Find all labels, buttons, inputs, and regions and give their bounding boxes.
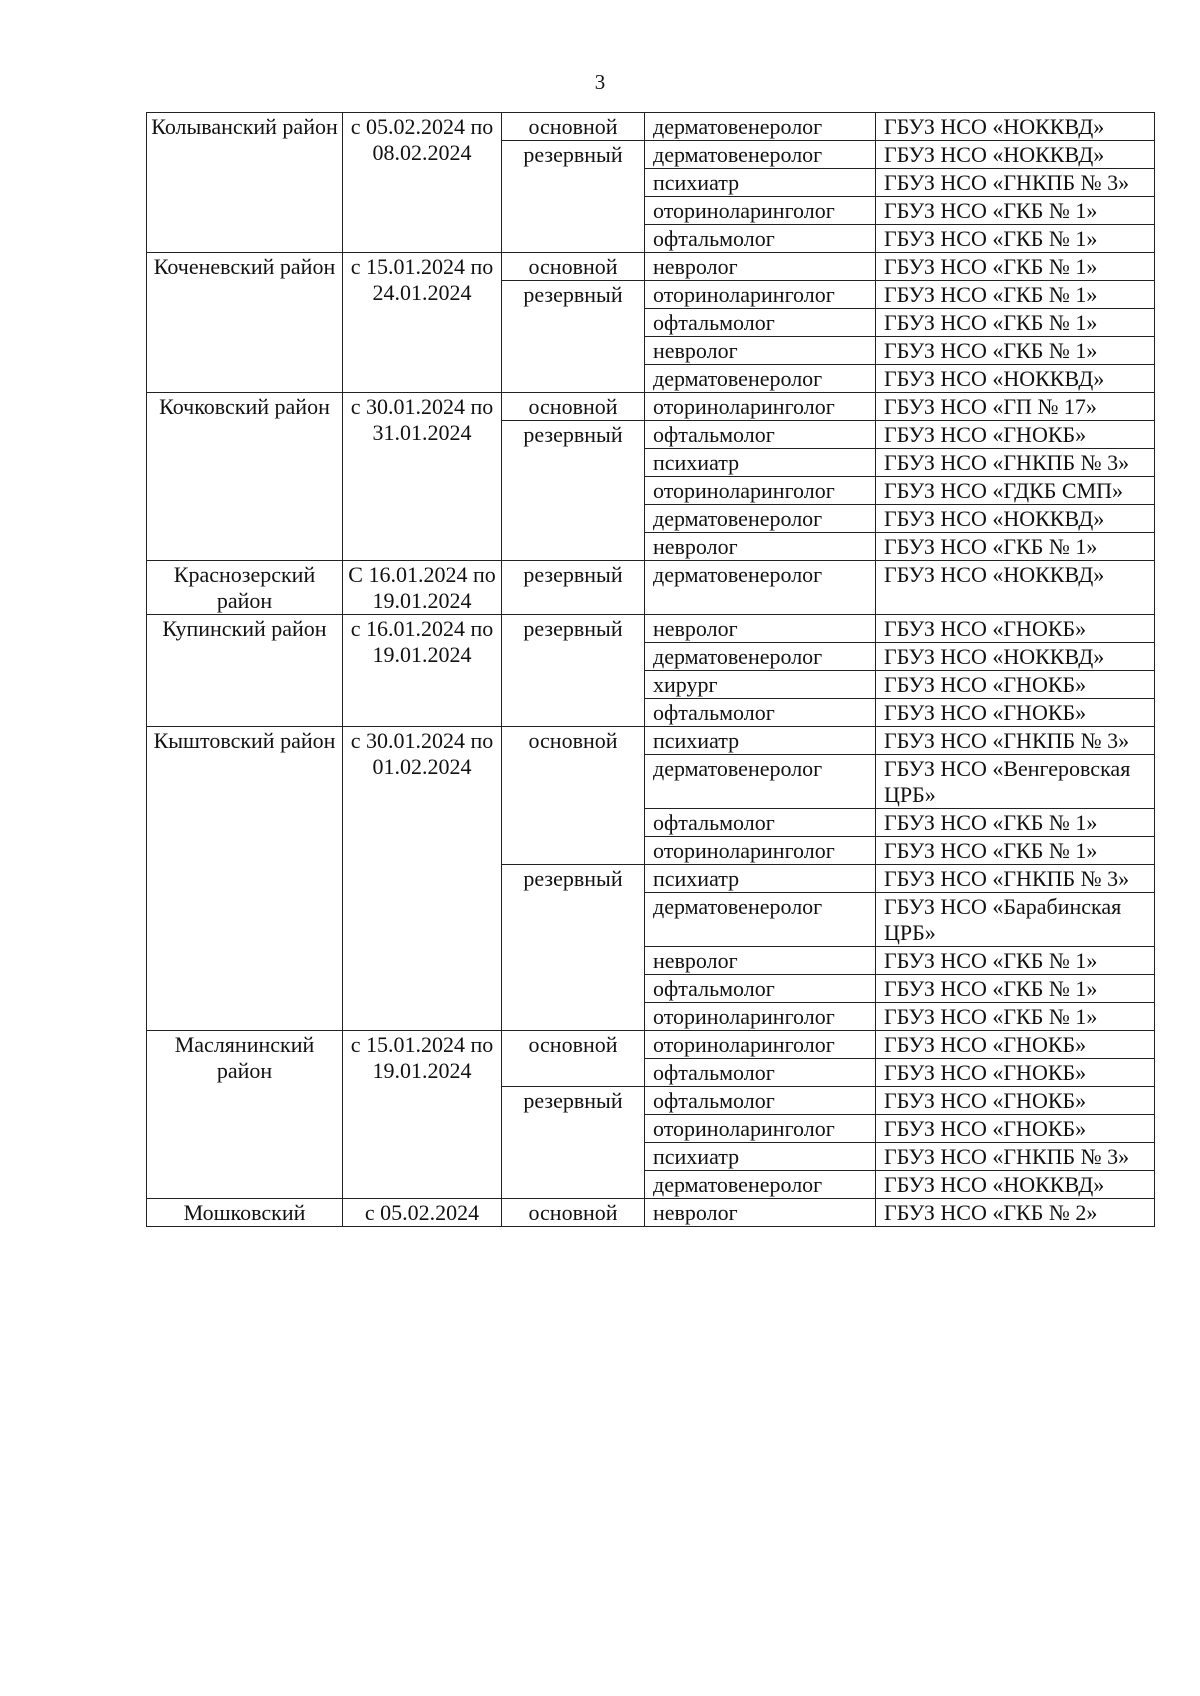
composition-type-cell: основной [502,727,645,865]
composition-type-cell: основной [502,253,645,281]
institution-cell: ГБУЗ НСО «ГКБ № 1» [876,975,1155,1003]
institution-cell: ГБУЗ НСО «ГКБ № 1» [876,253,1155,281]
specialist-cell: офтальмолог [645,809,876,837]
specialist-cell: невролог [645,1199,876,1227]
district-cell: Купинский район [147,615,343,727]
institution-cell: ГБУЗ НСО «ГКБ № 1» [876,225,1155,253]
institution-cell: ГБУЗ НСО «НОККВД» [876,643,1155,671]
period-cell: с 15.01.2024 по 24.01.2024 [343,253,502,393]
specialist-cell: оториноларинголог [645,1115,876,1143]
page-number: 3 [594,70,606,94]
composition-type-cell: основной [502,1199,645,1227]
specialist-cell: дерматовенеролог [645,755,876,809]
period-cell: с 30.01.2024 по 31.01.2024 [343,393,502,561]
composition-type-cell: основной [502,393,645,421]
table-row [147,561,1155,615]
table-row [147,1199,1155,1227]
specialist-cell: офтальмолог [645,1087,876,1115]
institution-cell: ГБУЗ НСО «ГКБ № 1» [876,947,1155,975]
institution-cell: ГБУЗ НСО «НОККВД» [876,113,1155,141]
composition-type-cell: основной [502,1031,645,1087]
institution-cell: ГБУЗ НСО «НОККВД» [876,561,1155,615]
institution-cell: ГБУЗ НСО «ГКБ № 1» [876,309,1155,337]
institution-cell: ГБУЗ НСО «ГКБ № 1» [876,197,1155,225]
specialist-cell: дерматовенеролог [645,1171,876,1199]
composition-type-cell: резервный [502,561,645,615]
period-cell: с 30.01.2024 по 01.02.2024 [343,727,502,1031]
specialist-cell: дерматовенеролог [645,561,876,615]
specialist-cell: офтальмолог [645,699,876,727]
period-cell: С 16.01.2024 по 19.01.2024 [343,561,502,615]
institution-cell: ГБУЗ НСО «ГНОКБ» [876,699,1155,727]
composition-type-cell: резервный [502,1087,645,1199]
institution-cell: ГБУЗ НСО «ГНОКБ» [876,615,1155,643]
specialist-cell: дерматовенеролог [645,505,876,533]
institution-cell: ГБУЗ НСО «ГП № 17» [876,393,1155,421]
specialist-cell: невролог [645,253,876,281]
institution-cell: ГБУЗ НСО «ГНКПБ № 3» [876,865,1155,893]
institution-cell: ГБУЗ НСО «НОККВД» [876,1171,1155,1199]
institution-cell: ГБУЗ НСО «ГНОКБ» [876,671,1155,699]
table-row [147,1031,1155,1059]
institution-cell: ГБУЗ НСО «ГНОКБ» [876,421,1155,449]
specialist-cell: офтальмолог [645,1059,876,1087]
district-cell: Коченевский район [147,253,343,393]
district-cell: Кыштовский район [147,727,343,1031]
composition-type-cell: основной [502,113,645,141]
institution-cell: ГБУЗ НСО «ГНОКБ» [876,1087,1155,1115]
composition-type-cell: резервный [502,141,645,253]
schedule-table [146,112,1155,1227]
district-cell: Краснозерский район [147,561,343,615]
period-cell: с 16.01.2024 по 19.01.2024 [343,615,502,727]
specialist-cell: оториноларинголог [645,1003,876,1031]
specialist-cell: дерматовенеролог [645,113,876,141]
period-cell: с 15.01.2024 по 19.01.2024 [343,1031,502,1199]
district-cell: Кочковский район [147,393,343,561]
institution-cell: ГБУЗ НСО «ГНКПБ № 3» [876,727,1155,755]
table-row [147,113,1155,141]
institution-cell: ГБУЗ НСО «ГДКБ СМП» [876,477,1155,505]
institution-cell: ГБУЗ НСО «НОККВД» [876,365,1155,393]
institution-cell: ГБУЗ НСО «ГНКПБ № 3» [876,169,1155,197]
specialist-cell: оториноларинголог [645,281,876,309]
specialist-cell: невролог [645,337,876,365]
specialist-cell: невролог [645,615,876,643]
table-row [147,253,1155,281]
specialist-cell: дерматовенеролог [645,365,876,393]
institution-cell: ГБУЗ НСО «ГКБ № 1» [876,1003,1155,1031]
specialist-cell: оториноларинголог [645,1031,876,1059]
composition-type-cell: резервный [502,281,645,393]
table-row [147,615,1155,643]
specialist-cell: оториноларинголог [645,837,876,865]
specialist-cell: оториноларинголог [645,393,876,421]
specialist-cell: невролог [645,533,876,561]
table-row [147,727,1155,755]
specialist-cell: оториноларинголог [645,477,876,505]
composition-type-cell: резервный [502,615,645,727]
institution-cell: ГБУЗ НСО «ГКБ № 2» [876,1199,1155,1227]
institution-cell: ГБУЗ НСО «ГНОКБ» [876,1115,1155,1143]
specialist-cell: невролог [645,947,876,975]
district-cell: Колыванский район [147,113,343,253]
institution-cell: ГБУЗ НСО «ГКБ № 1» [876,809,1155,837]
specialist-cell: оториноларинголог [645,197,876,225]
institution-cell: ГБУЗ НСО «ГНОКБ» [876,1059,1155,1087]
specialist-cell: психиатр [645,449,876,477]
institution-cell: ГБУЗ НСО «НОККВД» [876,141,1155,169]
period-cell: с 05.02.2024 [343,1199,502,1227]
specialist-cell: психиатр [645,169,876,197]
district-cell: Мошковский [147,1199,343,1227]
specialist-cell: хирург [645,671,876,699]
specialist-cell: психиатр [645,727,876,755]
specialist-cell: офтальмолог [645,225,876,253]
specialist-cell: дерматовенеролог [645,141,876,169]
period-cell: с 05.02.2024 по 08.02.2024 [343,113,502,253]
table-row [147,393,1155,421]
institution-cell: ГБУЗ НСО «Венгеровская ЦРБ» [876,755,1155,809]
specialist-cell: психиатр [645,1143,876,1171]
specialist-cell: дерматовенеролог [645,643,876,671]
institution-cell: ГБУЗ НСО «НОККВД» [876,505,1155,533]
institution-cell: ГБУЗ НСО «ГКБ № 1» [876,837,1155,865]
institution-cell: ГБУЗ НСО «ГКБ № 1» [876,337,1155,365]
composition-type-cell: резервный [502,421,645,561]
institution-cell: ГБУЗ НСО «ГНКПБ № 3» [876,1143,1155,1171]
institution-cell: ГБУЗ НСО «ГКБ № 1» [876,533,1155,561]
institution-cell: ГБУЗ НСО «ГНКПБ № 3» [876,449,1155,477]
specialist-cell: психиатр [645,865,876,893]
specialist-cell: офтальмолог [645,309,876,337]
specialist-cell: офтальмолог [645,975,876,1003]
institution-cell: ГБУЗ НСО «ГНОКБ» [876,1031,1155,1059]
composition-type-cell: резервный [502,865,645,1031]
institution-cell: ГБУЗ НСО «Барабинская ЦРБ» [876,893,1155,947]
specialist-cell: офтальмолог [645,421,876,449]
institution-cell: ГБУЗ НСО «ГКБ № 1» [876,281,1155,309]
specialist-cell: дерматовенеролог [645,893,876,947]
district-cell: Маслянинский район [147,1031,343,1199]
